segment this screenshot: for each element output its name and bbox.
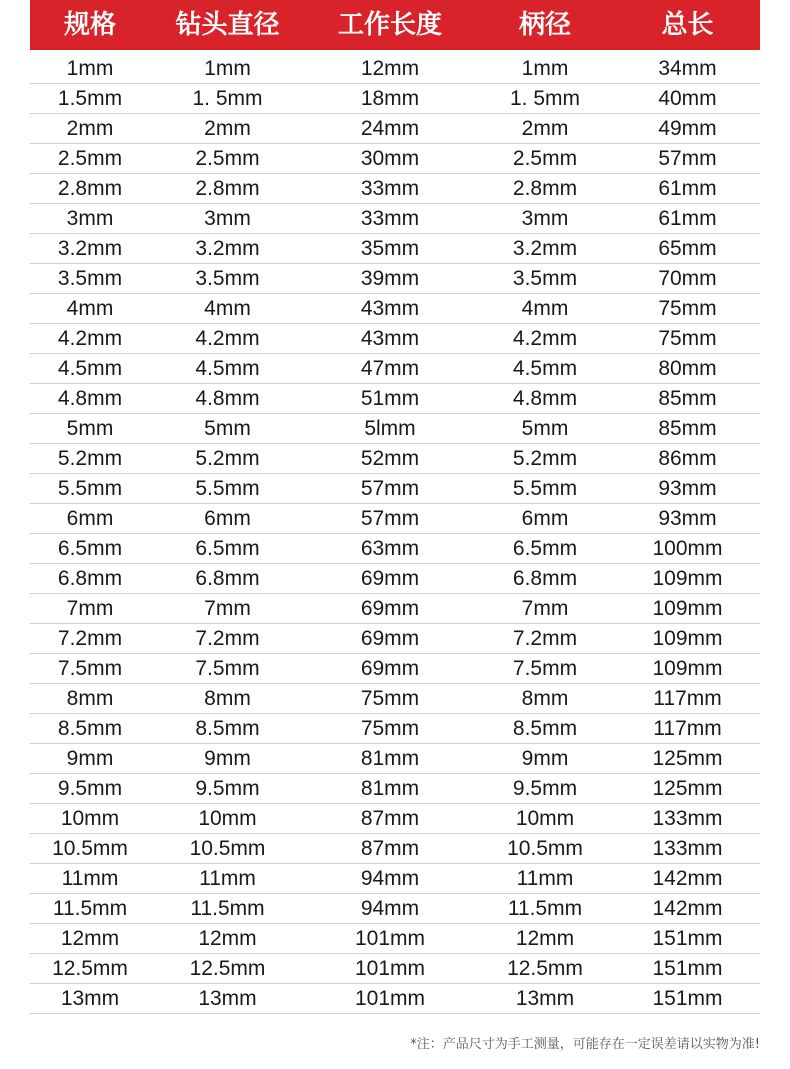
cell-bit-diameter: 12.5mm (189, 956, 266, 980)
cell-shank-diameter: 12mm (515, 926, 575, 950)
table-row (30, 564, 760, 594)
cell-working-length: 101mm (354, 926, 426, 950)
cell-bit-diameter: 5.2mm (195, 446, 260, 470)
cell-total-length: 85mm (658, 416, 717, 440)
cell-working-length: 52mm (360, 446, 420, 470)
cell-shank-diameter: 8mm (521, 686, 569, 710)
cell-shank-diameter: 13mm (515, 986, 575, 1010)
cell-bit-diameter: 1. 5mm (192, 86, 263, 110)
cell-bit-diameter: 11.5mm (190, 896, 265, 920)
table-row (30, 114, 760, 144)
cell-spec: 8.5mm (57, 716, 123, 740)
cell-working-length: 12mm (360, 56, 420, 80)
cell-working-length: 87mm (360, 836, 420, 860)
cell-spec: 12mm (60, 926, 120, 950)
cell-working-length: 101mm (354, 956, 426, 980)
table-row (30, 624, 760, 654)
cell-shank-diameter: 6.5mm (512, 536, 578, 560)
cell-total-length: 133mm (652, 836, 723, 860)
cell-total-length: 142mm (652, 896, 723, 920)
cell-spec: 4.8mm (57, 386, 123, 410)
cell-working-length: 81mm (360, 746, 420, 770)
table-row (30, 504, 760, 534)
footnote: *注：产品尺寸为手工测量，可能存在一定误差请以实物为准! (410, 1037, 760, 1052)
cell-working-length: 63mm (360, 536, 420, 560)
cell-working-length: 75mm (360, 686, 420, 710)
table-row (30, 354, 760, 384)
header-shank-diameter: 柄径 (518, 10, 571, 40)
cell-spec: 7mm (66, 596, 114, 620)
table-row (30, 894, 760, 924)
cell-working-length: 69mm (360, 566, 420, 590)
cell-working-length: 57mm (360, 476, 420, 500)
table-row (30, 204, 760, 234)
cell-shank-diameter: 4.8mm (512, 386, 578, 410)
header-working-length: 工作长度 (337, 10, 442, 40)
cell-total-length: 61mm (658, 206, 717, 230)
table-row (30, 654, 760, 684)
cell-total-length: 93mm (658, 476, 717, 500)
cell-shank-diameter: 11.5mm (507, 896, 583, 920)
cell-total-length: 40mm (658, 86, 717, 110)
cell-total-length: 133mm (652, 806, 723, 830)
cell-shank-diameter: 10mm (515, 806, 575, 830)
cell-working-length: 5lmm (364, 416, 416, 440)
cell-spec: 7.2mm (57, 626, 123, 650)
cell-shank-diameter: 1. 5mm (509, 86, 580, 110)
cell-bit-diameter: 6.5mm (195, 536, 260, 560)
table-row (30, 984, 760, 1014)
cell-spec: 6mm (66, 506, 114, 530)
table-row (30, 804, 760, 834)
cell-spec: 3mm (66, 206, 114, 230)
cell-total-length: 34mm (658, 56, 717, 80)
cell-total-length: 151mm (652, 956, 723, 980)
table-row (30, 264, 760, 294)
cell-shank-diameter: 10.5mm (507, 836, 583, 860)
cell-total-length: 70mm (658, 266, 717, 290)
cell-bit-diameter: 2.8mm (195, 176, 260, 200)
cell-bit-diameter: 11mm (199, 866, 256, 890)
cell-spec: 6.8mm (57, 566, 123, 590)
table-row (30, 54, 760, 84)
cell-spec: 11mm (61, 866, 119, 890)
cell-bit-diameter: 2mm (204, 116, 251, 140)
cell-shank-diameter: 1mm (521, 56, 569, 80)
cell-total-length: 125mm (652, 776, 723, 800)
cell-spec: 3.2mm (57, 236, 123, 260)
cell-working-length: 30mm (360, 146, 420, 170)
cell-spec: 1.5mm (57, 86, 123, 110)
cell-working-length: 24mm (360, 116, 420, 140)
cell-bit-diameter: 4.5mm (195, 356, 260, 380)
cell-shank-diameter: 5.2mm (512, 446, 578, 470)
cell-total-length: 117mm (653, 686, 722, 710)
table-row (30, 414, 760, 444)
cell-spec: 6.5mm (57, 536, 123, 560)
cell-total-length: 75mm (658, 326, 717, 350)
cell-bit-diameter: 8.5mm (195, 716, 260, 740)
header-total-length: 总长 (661, 10, 714, 40)
cell-shank-diameter: 9.5mm (512, 776, 578, 800)
cell-working-length: 39mm (360, 266, 420, 290)
cell-working-length: 33mm (360, 176, 420, 200)
cell-shank-diameter: 6mm (521, 506, 569, 530)
cell-working-length: 43mm (360, 296, 420, 320)
cell-working-length: 75mm (360, 716, 420, 740)
cell-shank-diameter: 2.8mm (512, 176, 578, 200)
cell-bit-diameter: 7.5mm (195, 656, 260, 680)
cell-shank-diameter: 11mm (516, 866, 574, 890)
cell-bit-diameter: 3mm (204, 206, 251, 230)
cell-shank-diameter: 2.5mm (512, 146, 578, 170)
cell-bit-diameter: 4.2mm (195, 326, 260, 350)
cell-shank-diameter: 4mm (521, 296, 569, 320)
cell-bit-diameter: 6mm (204, 506, 251, 530)
header-bit-diameter: 钻头直径 (175, 10, 280, 40)
table-row (30, 294, 760, 324)
cell-spec: 9.5mm (57, 776, 123, 800)
cell-shank-diameter: 5.5mm (512, 476, 578, 500)
table-row (30, 954, 760, 984)
cell-total-length: 86mm (658, 446, 717, 470)
cell-total-length: 100mm (652, 536, 723, 560)
cell-bit-diameter: 7mm (204, 596, 251, 620)
table-row (30, 384, 760, 414)
cell-total-length: 142mm (652, 866, 723, 890)
cell-spec: 2.8mm (57, 176, 123, 200)
cell-total-length: 151mm (652, 986, 723, 1010)
cell-spec: 4.5mm (57, 356, 123, 380)
cell-total-length: 57mm (658, 146, 717, 170)
table-row (30, 144, 760, 174)
cell-spec: 4mm (66, 296, 114, 320)
table-row (30, 174, 760, 204)
cell-spec: 10.5mm (52, 836, 128, 860)
table-row (30, 744, 760, 774)
cell-working-length: 69mm (360, 656, 420, 680)
table-body (30, 54, 760, 1014)
cell-spec: 5.2mm (57, 446, 123, 470)
cell-bit-diameter: 9.5mm (195, 776, 260, 800)
cell-spec: 5mm (66, 416, 114, 440)
cell-total-length: 117mm (653, 716, 722, 740)
cell-working-length: 43mm (360, 326, 420, 350)
cell-working-length: 101mm (354, 986, 426, 1010)
cell-bit-diameter: 8mm (204, 686, 251, 710)
cell-spec: 2.5mm (57, 146, 123, 170)
cell-working-length: 69mm (360, 596, 420, 620)
cell-bit-diameter: 7.2mm (195, 626, 260, 650)
cell-bit-diameter: 12mm (198, 926, 257, 950)
table-row (30, 714, 760, 744)
table-row (30, 834, 760, 864)
cell-working-length: 57mm (360, 506, 420, 530)
cell-working-length: 18mm (360, 86, 420, 110)
table-row (30, 864, 760, 894)
cell-working-length: 94mm (360, 866, 420, 890)
cell-shank-diameter: 4.2mm (512, 326, 578, 350)
cell-total-length: 49mm (658, 116, 717, 140)
cell-bit-diameter: 4.8mm (195, 386, 260, 410)
cell-total-length: 125mm (652, 746, 723, 770)
cell-spec: 9mm (66, 746, 114, 770)
cell-bit-diameter: 10mm (198, 806, 257, 830)
table-row (30, 324, 760, 354)
cell-shank-diameter: 3mm (521, 206, 569, 230)
cell-total-length: 109mm (652, 626, 723, 650)
table-row (30, 534, 760, 564)
header-spec: 规格 (63, 10, 116, 40)
cell-bit-diameter: 10.5mm (189, 836, 266, 860)
table-row (30, 684, 760, 714)
cell-shank-diameter: 9mm (521, 746, 569, 770)
cell-total-length: 109mm (652, 656, 723, 680)
cell-bit-diameter: 5.5mm (195, 476, 260, 500)
table-row (30, 234, 760, 264)
cell-working-length: 94mm (360, 896, 420, 920)
cell-spec: 5.5mm (57, 476, 123, 500)
cell-spec: 1mm (66, 56, 114, 80)
cell-shank-diameter: 2mm (521, 116, 569, 140)
table-header (30, 0, 760, 50)
cell-shank-diameter: 7.2mm (512, 626, 578, 650)
cell-spec: 3.5mm (57, 266, 123, 290)
cell-total-length: 85mm (658, 386, 717, 410)
cell-working-length: 35mm (360, 236, 420, 260)
table-row (30, 774, 760, 804)
cell-shank-diameter: 3.2mm (512, 236, 578, 260)
cell-spec: 12.5mm (52, 956, 128, 980)
cell-shank-diameter: 12.5mm (507, 956, 583, 980)
cell-working-length: 33mm (360, 206, 420, 230)
cell-total-length: 65mm (658, 236, 717, 260)
cell-shank-diameter: 8.5mm (512, 716, 578, 740)
cell-working-length: 69mm (360, 626, 420, 650)
table-row (30, 84, 760, 114)
cell-bit-diameter: 5mm (204, 416, 251, 440)
cell-total-length: 151mm (652, 926, 723, 950)
cell-shank-diameter: 6.8mm (512, 566, 578, 590)
cell-bit-diameter: 4mm (204, 296, 251, 320)
cell-shank-diameter: 7mm (521, 596, 569, 620)
cell-total-length: 109mm (652, 596, 723, 620)
cell-working-length: 47mm (360, 356, 420, 380)
cell-shank-diameter: 5mm (521, 416, 569, 440)
cell-spec: 4.2mm (57, 326, 123, 350)
table-row (30, 924, 760, 954)
cell-shank-diameter: 7.5mm (512, 656, 578, 680)
cell-spec: 13mm (60, 986, 120, 1010)
cell-bit-diameter: 1mm (204, 56, 251, 80)
cell-total-length: 80mm (658, 356, 717, 380)
cell-bit-diameter: 2.5mm (195, 146, 260, 170)
table-row (30, 594, 760, 624)
cell-bit-diameter: 3.2mm (195, 236, 260, 260)
cell-bit-diameter: 6.8mm (195, 566, 260, 590)
cell-spec: 8mm (66, 686, 114, 710)
cell-shank-diameter: 3.5mm (512, 266, 578, 290)
cell-total-length: 109mm (652, 566, 723, 590)
cell-bit-diameter: 13mm (198, 986, 257, 1010)
cell-working-length: 87mm (360, 806, 420, 830)
cell-working-length: 51mm (360, 386, 420, 410)
cell-spec: 10mm (60, 806, 120, 830)
cell-shank-diameter: 4.5mm (512, 356, 578, 380)
cell-spec: 7.5mm (57, 656, 123, 680)
cell-working-length: 81mm (360, 776, 420, 800)
cell-bit-diameter: 3.5mm (195, 266, 260, 290)
cell-total-length: 93mm (658, 506, 717, 530)
cell-bit-diameter: 9mm (204, 746, 251, 770)
cell-spec: 11.5mm (52, 896, 128, 920)
cell-total-length: 61mm (658, 176, 717, 200)
cell-spec: 2mm (66, 116, 114, 140)
table-row (30, 474, 760, 504)
table-row (30, 444, 760, 474)
cell-total-length: 75mm (658, 296, 717, 320)
